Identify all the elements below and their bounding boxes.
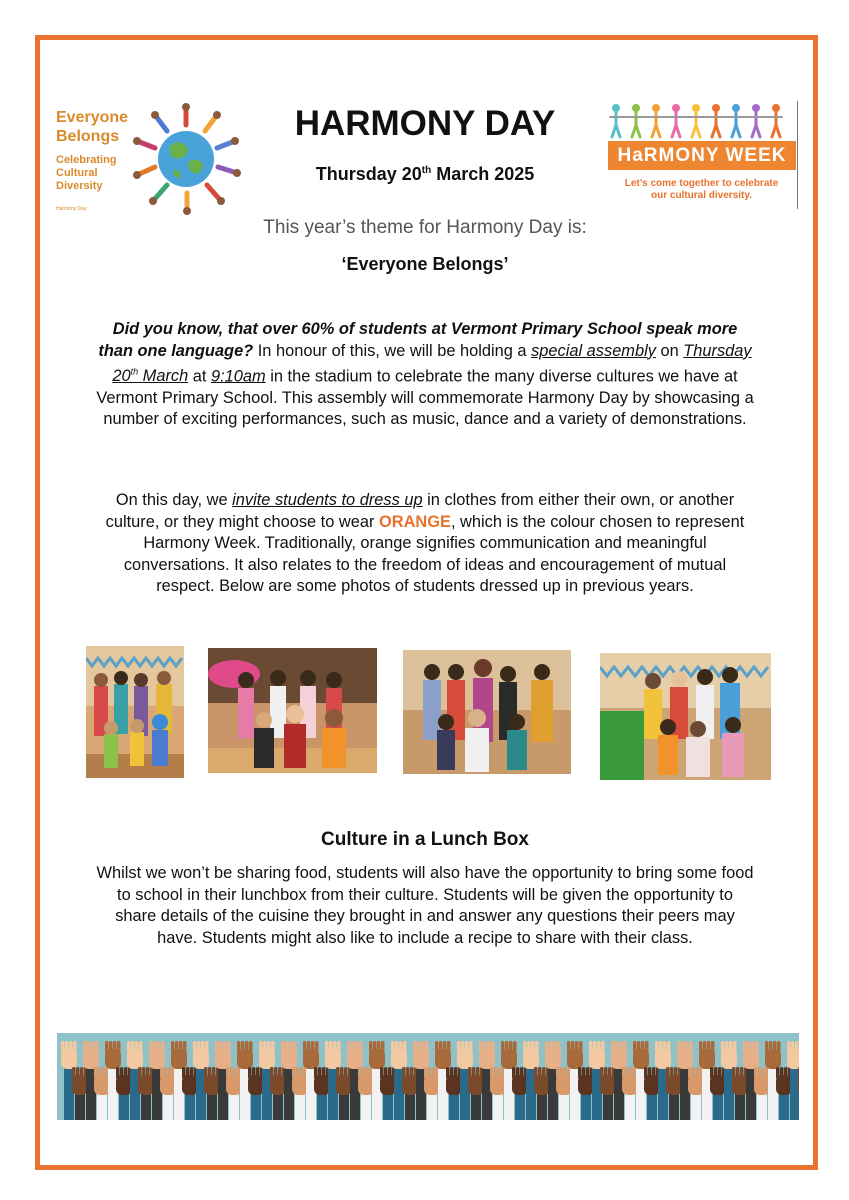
logo-line-2: Belongs (56, 128, 120, 145)
people-holding-hands-icon (606, 103, 796, 139)
text: March (138, 367, 189, 386)
hand-icon (292, 1067, 308, 1120)
hand-icon (732, 1067, 748, 1120)
text: in the stadium to celebrate the many diverse cultures we have at Vermont Primary School. This assembly will commemorate Harmony Day by showcasing a number of exciting performances, such as music, dance and a variety of demonstrations. (96, 367, 754, 429)
text: at (188, 367, 211, 386)
hand-icon (490, 1067, 506, 1120)
hand-icon (534, 1067, 550, 1120)
hand-icon (644, 1067, 660, 1120)
harmony-week-logo (606, 101, 798, 209)
logo-sub-1: Celebrating (56, 154, 117, 166)
hand-icon (446, 1067, 462, 1120)
fact-highlight: Did you know, that over 60% of students at Vermont Primary School speak more than one language? (98, 320, 738, 360)
hand-icon (776, 1067, 792, 1120)
raised-hands-illustration (57, 1033, 799, 1120)
everyone-belongs-logo (51, 103, 244, 215)
harmony-week-tagline (606, 178, 797, 202)
lunch-box-paragraph: Whilst we won’t be sharing food, students will also have the opportunity to bring some food to school in their lunchbox from their culture. Students will be given the opportunity to share details of the cuisine they brought in and answer any questions their peers may have. Students might also like to include a recipe to share with their class. (96, 864, 754, 947)
text: on (655, 341, 684, 360)
hand-icon (226, 1067, 242, 1120)
orange-highlight: ORANGE (378, 512, 451, 531)
hand-icon (666, 1067, 682, 1120)
harmony-week-band: HaRMONY WEEK (608, 141, 796, 170)
hand-icon (314, 1067, 330, 1120)
dress-up-paragraph (95, 490, 755, 598)
logo-small-text: Harmony Day (56, 206, 87, 212)
hand-icon (138, 1067, 154, 1120)
date-day: Thursday 20 (315, 164, 422, 184)
hand-icon (380, 1067, 396, 1120)
students-photo-1 (86, 646, 184, 778)
date-suffix: th (421, 165, 432, 176)
hand-icon (688, 1067, 704, 1120)
tagline-line-1: Let’s come together to celebrate (624, 178, 779, 189)
students-photo-4 (600, 653, 771, 780)
hand-icon (556, 1067, 572, 1120)
text: , which is the colour chosen to represent Harmony Week. Traditionally, orange signifies communication and meaningful conversations. It also relates to the freedom of ideas and encouragement of mutual respect. Below are some photos of students dressed up in previous years. (123, 512, 745, 595)
hand-icon (710, 1067, 726, 1120)
page-title: HARMONY DAY (294, 104, 556, 143)
hand-icon (622, 1067, 638, 1120)
logo-title (56, 108, 128, 146)
hand-icon (94, 1067, 110, 1120)
tagline-line-2: our cultural diversity. (651, 190, 752, 201)
hand-icon (336, 1067, 352, 1120)
hand-icon (182, 1067, 198, 1120)
text: In honour of this, we will be holding a (253, 341, 532, 360)
text: Thursday 20 (112, 341, 752, 386)
dress-up-invite: invite students to dress up (232, 491, 423, 509)
hand-icon (512, 1067, 528, 1120)
hand-icon (358, 1067, 374, 1120)
special-assembly-text: special assembly (531, 341, 656, 360)
hand-icon (578, 1067, 594, 1120)
hand-icon (204, 1067, 220, 1120)
date-month-year: March 2025 (431, 164, 535, 184)
hand-icon (72, 1067, 88, 1120)
hand-icon (160, 1067, 176, 1120)
students-photo-3 (403, 650, 571, 774)
logo-sub-3: Diversity (56, 180, 103, 192)
logo-sub-2: Cultural (56, 167, 98, 179)
students-photo-2 (208, 648, 377, 773)
logo-line-1: Everyone (56, 109, 129, 126)
hand-icon (248, 1067, 264, 1120)
hand-icon (270, 1067, 286, 1120)
theme-intro: This year’s theme for Harmony Day is: (263, 217, 587, 238)
assembly-time: 9:10am (211, 367, 266, 386)
logo-subtitle (56, 154, 117, 193)
globe-with-people-icon (129, 103, 244, 215)
theme-name: ‘Everyone Belongs’ (341, 254, 509, 274)
hand-icon (754, 1067, 770, 1120)
hand-icon (468, 1067, 484, 1120)
assembly-paragraph (95, 319, 755, 431)
hand-icon (424, 1067, 440, 1120)
hand-icon (116, 1067, 132, 1120)
text: in clothes from either their own, or another culture, or they might choose to wear (105, 491, 735, 531)
text: th (130, 367, 139, 377)
event-date (260, 160, 590, 185)
text: On this day, we (115, 491, 233, 509)
lunch-box-heading: Culture in a Lunch Box (321, 829, 529, 850)
raised-hands-banner (57, 1033, 799, 1120)
hand-icon (600, 1067, 616, 1120)
hand-icon (402, 1067, 418, 1120)
